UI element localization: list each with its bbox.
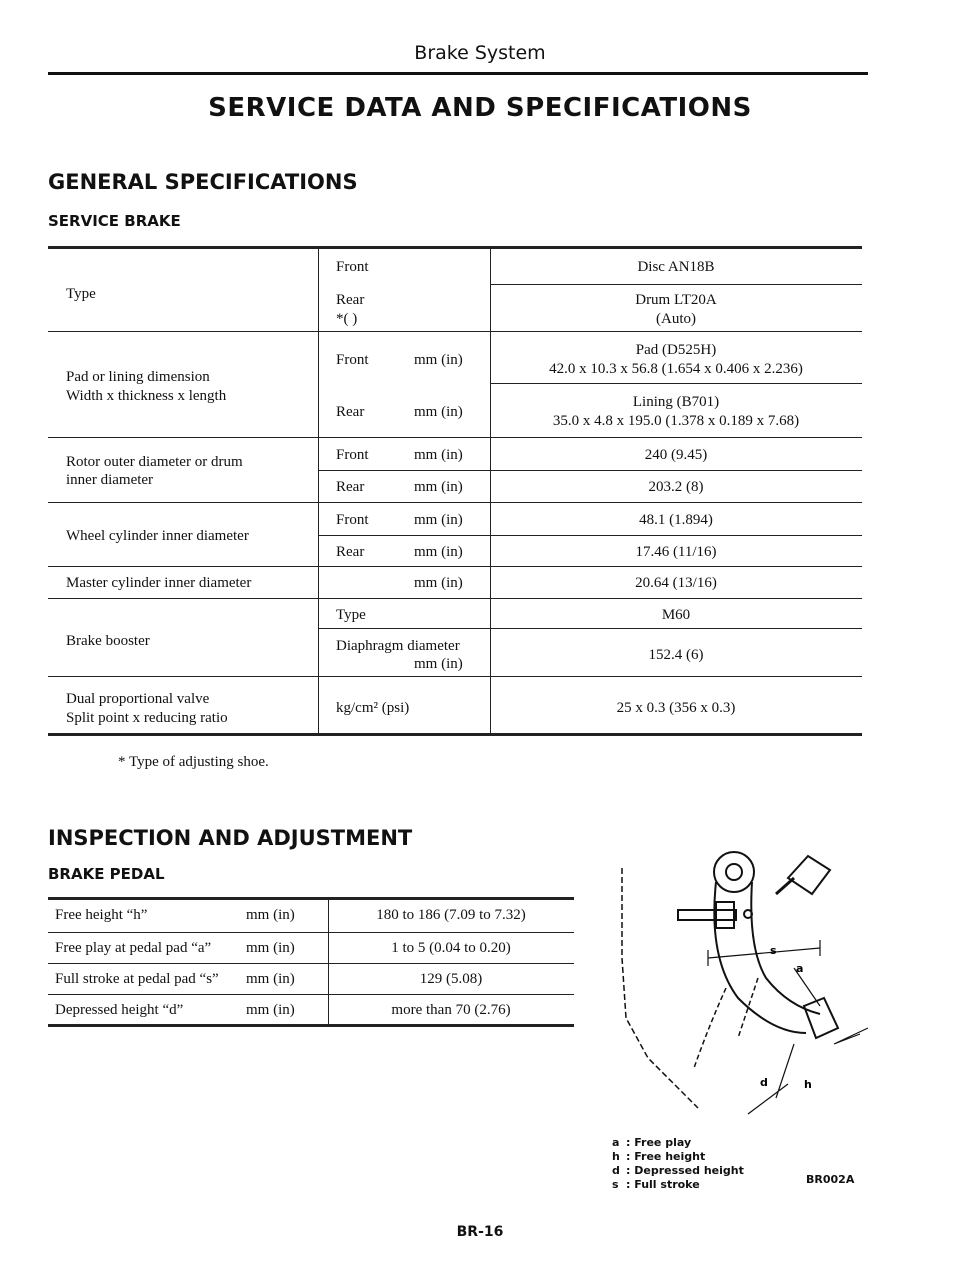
value-wheel-rear: 17.46 (11/16) <box>635 544 717 560</box>
position-front: Front <box>336 352 369 368</box>
label-a: a <box>796 962 804 975</box>
unit-label: mm (in) <box>246 1002 295 1018</box>
unit-label: mm (in) <box>246 907 295 923</box>
brake-pedal-table <box>0 0 600 1018</box>
subsection-heading-service-brake: SERVICE BRAKE <box>48 212 181 230</box>
row-label-rotor-2: inner diameter <box>66 472 154 488</box>
unit-label: mm (in) <box>246 971 295 987</box>
unit-label: mm (in) <box>414 544 463 560</box>
unit-label: mm (in) <box>246 940 295 956</box>
stroke-dimension-line <box>708 948 820 958</box>
value-pad-front-dims: 42.0 x 10.3 x 56.8 (1.654 x 0.406 x 2.236) <box>549 361 803 377</box>
value-wheel-front: 48.1 (1.894) <box>639 512 713 528</box>
position-rear: Rear <box>336 292 365 308</box>
booster-type-label: Type <box>336 607 366 623</box>
value-type-rear: Drum LT20A <box>635 292 717 308</box>
figure-code: BR002A <box>806 1173 855 1186</box>
table-rule <box>48 963 574 964</box>
row-label-valve-2: Split point x reducing ratio <box>66 710 228 726</box>
table-rule <box>48 897 574 900</box>
pedal-arm-left-edge <box>714 882 806 1033</box>
value-pad-front-name: Pad (D525H) <box>635 342 717 358</box>
value-pad-rear-dims: 35.0 x 4.8 x 195.0 (1.378 x 0.189 x 7.68) <box>552 413 800 429</box>
depressed-height-dimension <box>748 1044 794 1114</box>
row-label-type: Type <box>66 286 96 302</box>
pedal-row-label: Depressed height “d” <box>55 1002 184 1018</box>
section-heading-general: GENERAL SPECIFICATIONS <box>48 170 358 194</box>
unit-label: mm (in) <box>414 656 463 672</box>
unit-label: mm (in) <box>414 352 463 368</box>
value-valve: 25 x 0.3 (356 x 0.3) <box>616 700 736 716</box>
legend-key: d <box>612 1164 620 1177</box>
pedal-row-value: 1 to 5 (0.04 to 0.20) <box>391 940 511 956</box>
legend-key: h <box>612 1150 620 1163</box>
legend-text: : Free play <box>626 1136 692 1149</box>
pedal-pivot-hole <box>726 864 742 880</box>
position-rear: Rear <box>336 479 365 495</box>
value-master-cylinder: 20.64 (13/16) <box>635 575 717 591</box>
label-d: d <box>760 1076 768 1089</box>
table-rule <box>48 1024 574 1027</box>
switch-thread <box>776 878 794 894</box>
diagram-legend <box>612 1136 744 1192</box>
unit-label: mm (in) <box>414 404 463 420</box>
value-type-rear-note: (Auto) <box>656 311 696 327</box>
brake-pedal-diagram <box>598 838 874 1118</box>
pedal-arm-right-edge <box>751 882 820 1014</box>
position-rear: Rear <box>336 404 365 420</box>
stop-lamp-switch <box>788 856 830 894</box>
unit-label: mm (in) <box>414 447 463 463</box>
row-label-pad-dims: Width x thickness x length <box>66 388 227 404</box>
row-label-master-cylinder: Master cylinder inner diameter <box>66 575 252 591</box>
pedal-row-value: 129 (5.08) <box>419 971 483 987</box>
legend-key: s <box>612 1178 619 1191</box>
section-heading-inspection: INSPECTION AND ADJUSTMENT <box>48 826 413 850</box>
row-label-rotor: Rotor outer diameter or drum <box>66 454 243 470</box>
pedal-row-value: more than 70 (2.76) <box>391 1002 511 1018</box>
legend-text: : Depressed height <box>626 1164 744 1177</box>
pedal-row-label: Free height “h” <box>55 907 148 923</box>
value-type-front: Disc AN18B <box>637 259 715 275</box>
pedal-row-value: 180 to 186 (7.09 to 7.32) <box>376 907 526 923</box>
label-s: s <box>770 944 777 957</box>
legend-key: a <box>612 1136 620 1149</box>
position-front: Front <box>336 512 369 528</box>
value-booster-type: M60 <box>661 607 691 623</box>
value-pad-rear-name: Lining (B701) <box>632 394 720 410</box>
pedal-row-label: Full stroke at pedal pad “s” <box>55 971 219 987</box>
footnote: * Type of adjusting shoe. <box>118 754 269 770</box>
running-header: Brake System <box>414 42 546 64</box>
page-title: SERVICE DATA AND SPECIFICATIONS <box>208 93 752 123</box>
table-rule <box>48 994 574 995</box>
value-booster-diaphragm: 152.4 (6) <box>648 647 704 663</box>
value-rotor-rear: 203.2 (8) <box>648 479 704 495</box>
table-rule <box>48 932 574 933</box>
value-rotor-front: 240 (9.45) <box>644 447 708 463</box>
row-label-valve: Dual proportional valve <box>66 691 210 707</box>
unit-label: mm (in) <box>414 479 463 495</box>
label-h: h <box>804 1078 812 1091</box>
pedal-pivot <box>714 852 754 892</box>
pushrod <box>678 910 736 920</box>
position-rear: Rear <box>336 544 365 560</box>
pedal-pad <box>804 998 838 1038</box>
row-label-pad: Pad or lining dimension <box>66 369 210 385</box>
free-height-dimension <box>834 1028 868 1044</box>
position-front: Front <box>336 447 369 463</box>
unit-label: mm (in) <box>414 512 463 528</box>
legend-text: : Full stroke <box>626 1178 700 1191</box>
unit-label: mm (in) <box>414 575 463 591</box>
legend-text: : Free height <box>626 1150 706 1163</box>
depressed-pedal-outline <box>694 988 726 1068</box>
row-label-brake-booster: Brake booster <box>66 633 150 649</box>
booster-diaphragm-label: Diaphragm diameter <box>336 638 460 654</box>
clevis <box>716 902 734 928</box>
row-label-wheel-cylinder: Wheel cylinder inner diameter <box>66 528 249 544</box>
position-front: Front <box>336 259 369 275</box>
pedal-row-label: Free play at pedal pad “a” <box>55 940 212 956</box>
page-number: BR-16 <box>456 1224 504 1240</box>
subsection-heading-brake-pedal: BRAKE PEDAL <box>48 865 165 883</box>
floor-line <box>622 868 698 1108</box>
unit-label: kg/cm² (psi) <box>336 700 410 716</box>
position-rear-note: *( ) <box>336 311 358 327</box>
